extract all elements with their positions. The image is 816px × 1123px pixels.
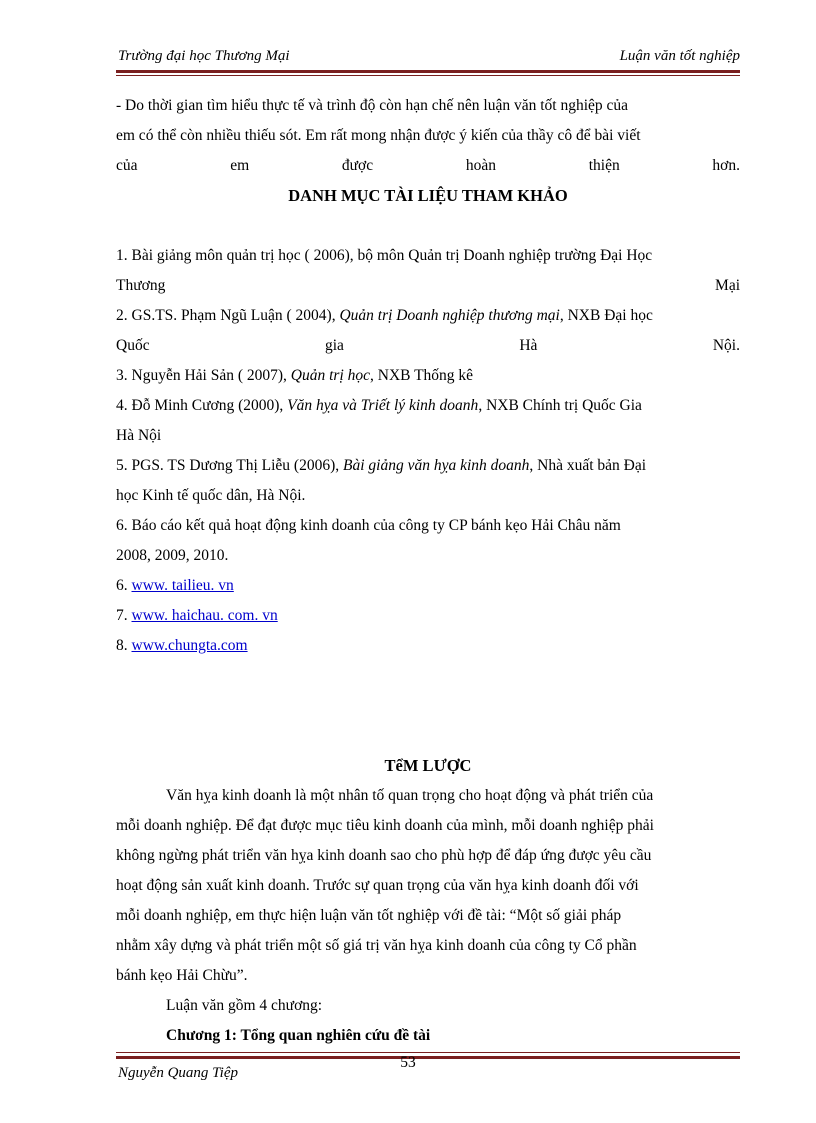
spacer bbox=[116, 721, 740, 751]
link-chungta[interactable]: www.chungta.com bbox=[131, 637, 248, 654]
footer-author: Nguyễn Quang Tiệp bbox=[118, 1065, 238, 1081]
link-tailieu[interactable]: www. tailieu. vn bbox=[131, 577, 234, 594]
word: Quốc bbox=[116, 337, 150, 354]
word: hoàn bbox=[465, 157, 496, 174]
ref-link-2 bbox=[116, 601, 740, 631]
ref-2-line-1 bbox=[116, 301, 740, 331]
ref-1-line-1: 1. Bài giảng môn quản trị học ( 2006), bộ môn Quản trị Doanh nghiệp trường Đại Học bbox=[116, 247, 653, 264]
summary-line: hoạt động sản xuất kinh doanh. Trước sự quan trọng của văn hỵa kinh doanh đối với bbox=[116, 877, 639, 894]
summary-line: Văn hỵa kinh doanh là một nhân tố quan trọng cho hoạt động và phát triển của bbox=[166, 787, 654, 804]
ref-3-post: , NXB Thống kê bbox=[370, 367, 474, 384]
ref-2-book-title: Quản trị Doanh nghiệp thương mại bbox=[339, 307, 560, 324]
link-prefix: 6. bbox=[116, 577, 132, 594]
ref-2-line-2 bbox=[116, 331, 740, 361]
intro-line-2: em có thể còn nhiều thiếu sót. Em rất mong nhận được ý kiến của thầy cô để bài viết bbox=[116, 127, 641, 144]
word: Mại bbox=[715, 277, 740, 294]
ref-4-book-title: Văn hỵa và Triết lý kinh doanh bbox=[287, 397, 479, 414]
word: được bbox=[341, 157, 374, 174]
page-body bbox=[116, 91, 740, 1051]
word: thiện bbox=[588, 157, 620, 174]
summary-line: mỗi doanh nghiệp. Để đạt được mục tiêu kinh doanh của mình, mỗi doanh nghiệp phải bbox=[116, 817, 654, 834]
ref-4-pre: 4. Đỗ Minh Cương (2000), bbox=[116, 397, 288, 414]
word: em bbox=[230, 157, 250, 174]
word: Thương bbox=[116, 277, 166, 294]
word: gia bbox=[325, 337, 344, 354]
ref-5-pre: 5. PGS. TS Dương Thị Liễu (2006), bbox=[116, 457, 344, 474]
ref-5-post: , Nhà xuất bản Đại bbox=[529, 457, 647, 474]
ref-6-line-2: 2008, 2009, 2010. bbox=[116, 547, 229, 564]
link-prefix: 7. bbox=[116, 607, 132, 624]
summary-line: nhằm xây dựng và phát triển một số giá trị văn hỵa kinh doanh của công ty Cổ phần bbox=[116, 937, 637, 954]
ref-link-1 bbox=[116, 571, 740, 601]
word: Hà bbox=[519, 337, 538, 354]
ref-link-3 bbox=[116, 631, 740, 661]
ref-2-post: , NXB Đại học bbox=[559, 307, 653, 324]
summary-chapters-intro: Luận văn gồm 4 chương: bbox=[166, 997, 323, 1014]
intro-line-3 bbox=[116, 151, 740, 181]
header-doc-type: Luận văn tốt nghiệp bbox=[619, 48, 740, 64]
summary-line: không ngừng phát triển văn hỵa kinh doanh sao cho phù hợp để đáp ứng được yêu cầu bbox=[116, 847, 652, 864]
link-prefix: 8. bbox=[116, 637, 132, 654]
ref-3-pre: 3. Nguyễn Hải Sản ( 2007), bbox=[116, 367, 291, 384]
header-rule-thick bbox=[116, 70, 740, 73]
ref-3 bbox=[116, 361, 740, 391]
spacer bbox=[116, 211, 740, 241]
ref-5-line-1 bbox=[116, 451, 740, 481]
header-university: Trường đại học Thương Mại bbox=[118, 48, 290, 64]
summary-title: TểM LƯỢC bbox=[384, 756, 472, 775]
ref-1-line-2 bbox=[116, 271, 740, 301]
word: của bbox=[116, 157, 138, 174]
chapter-1-heading: Chương 1: Tổng quan nghiên cứu đề tài bbox=[166, 1027, 431, 1044]
ref-2-pre: 2. GS.TS. Phạm Ngũ Luận ( 2004), bbox=[116, 307, 340, 324]
link-haichau[interactable]: www. haichau. com. vn bbox=[131, 607, 278, 624]
ref-6-line-1: 6. Báo cáo kết quả hoạt động kinh doanh của công ty CP bánh kẹo Hải Châu năm bbox=[116, 517, 621, 534]
references-title: DANH MỤC TÀI LIỆU THAM KHẢO bbox=[288, 186, 568, 205]
intro-line-1: - Do thời gian tìm hiểu thực tế và trình độ còn hạn chế nên luận văn tốt nghiệp của bbox=[116, 97, 629, 114]
page-number: 53 bbox=[400, 1054, 416, 1071]
word: Nội. bbox=[712, 337, 740, 354]
ref-4-line-2: Hà Nội bbox=[116, 427, 162, 444]
spacer bbox=[116, 661, 740, 691]
header-rule-thin bbox=[116, 75, 740, 76]
ref-4-line-1 bbox=[116, 391, 740, 421]
ref-3-book-title: Quản trị học bbox=[290, 367, 370, 384]
footer-rule-thin bbox=[116, 1052, 740, 1053]
spacer bbox=[116, 691, 740, 721]
summary-line: bánh kẹo Hải Chừu”. bbox=[116, 967, 248, 984]
ref-5-line-2: học Kinh tế quốc dân, Hà Nội. bbox=[116, 487, 306, 504]
ref-5-book-title: Bài giảng văn hỵa kinh doanh bbox=[343, 457, 530, 474]
ref-4-post: , NXB Chính trị Quốc Gia bbox=[478, 397, 642, 414]
summary-line: mỗi doanh nghiệp, em thực hiện luận văn tốt nghiệp với đề tài: “Một số giải pháp bbox=[116, 907, 622, 924]
word: hơn. bbox=[712, 157, 740, 174]
